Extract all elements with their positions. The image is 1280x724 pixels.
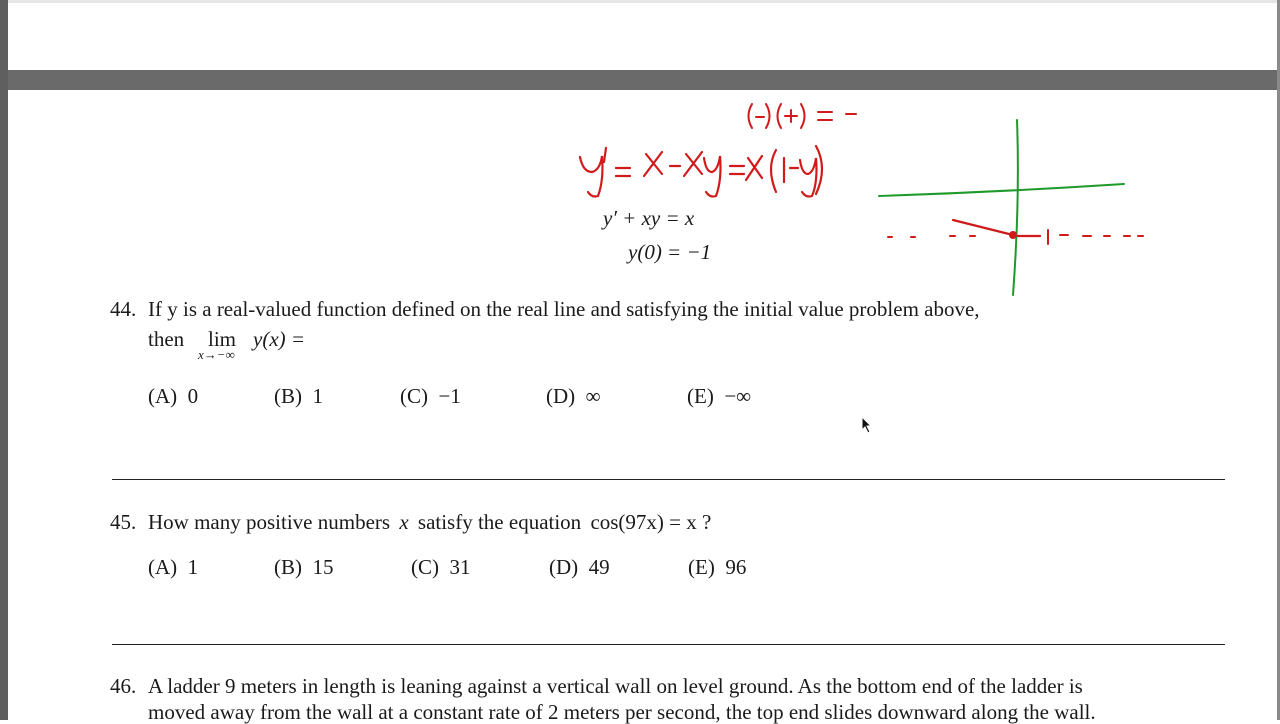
q44-choice-a [148,384,198,408]
question-45-var: x [399,510,409,534]
question-45-text [148,510,711,534]
limit-subscript: x→−∞ [198,347,235,362]
q45-choice-c [411,555,471,579]
solution-curve-ink [953,220,1040,236]
choice-letter: (E) [688,555,715,579]
q44-choice-b [274,384,323,408]
question-divider [112,644,1225,645]
choice-letter: (B) [274,555,302,579]
choice-value: 96 [725,555,747,579]
choice-letter: (D) [546,384,576,408]
derivative-ink [580,146,822,197]
choice-value: 49 [588,555,610,579]
q44-choice-e [687,384,751,408]
choice-value: 15 [312,555,334,579]
question-44-then: then [148,327,185,351]
choice-letter: (B) [274,384,302,408]
q45-choice-b [274,555,334,579]
question-46-line-1: A ladder 9 meters in length is leaning against a vertical wall on level ground. As the bottom end of the ladder is [148,674,1083,698]
question-46-line-2: moved away from the wall at a constant rate of 2 meters per second, the top end slides downward along the wall. [148,700,1096,724]
ivp-equation-1: y′ + xy = x [603,206,695,230]
question-46-number: 46. [110,674,137,698]
q45-choice-d [549,555,610,579]
choice-letter: (E) [687,384,714,408]
choice-value: −1 [438,384,461,408]
question-45-text-a: How many positive numbers [148,510,391,534]
choice-letter: (C) [400,384,428,408]
question-45-text-b: satisfy the equation [417,510,582,534]
ivp-equation-2: y(0) = −1 [628,240,712,264]
choice-letter: (D) [549,555,579,579]
choice-letter: (C) [411,555,439,579]
q44-choice-d [546,384,601,408]
choice-value: 1 [187,555,199,579]
choice-letter: (A) [148,384,178,408]
limit-word: lim [208,327,237,351]
axes-sketch [879,120,1124,295]
sign-note-ink [749,104,857,128]
choice-letter: (A) [148,555,178,579]
question-44-line-1: If y is a real-valued function defined on the real line and satisfying the initial value problem above, [148,297,980,321]
q45-choice-a [148,555,198,579]
choice-value: 1 [312,384,323,408]
q45-choice-e [688,555,746,579]
q44-choice-c [400,384,461,408]
choice-value: 31 [449,555,471,579]
mouse-cursor-icon [861,416,873,434]
choice-value: ∞ [585,384,601,408]
question-44-number: 44. [110,297,137,321]
question-divider [112,479,1225,480]
choice-value: 0 [187,384,199,408]
limit-expression: y(x) = [253,327,306,351]
question-45-equation: cos(97x) = x ? [590,510,712,534]
question-45-number: 45. [110,510,137,534]
choice-value: −∞ [724,384,752,408]
initial-point-ink [1009,231,1017,239]
